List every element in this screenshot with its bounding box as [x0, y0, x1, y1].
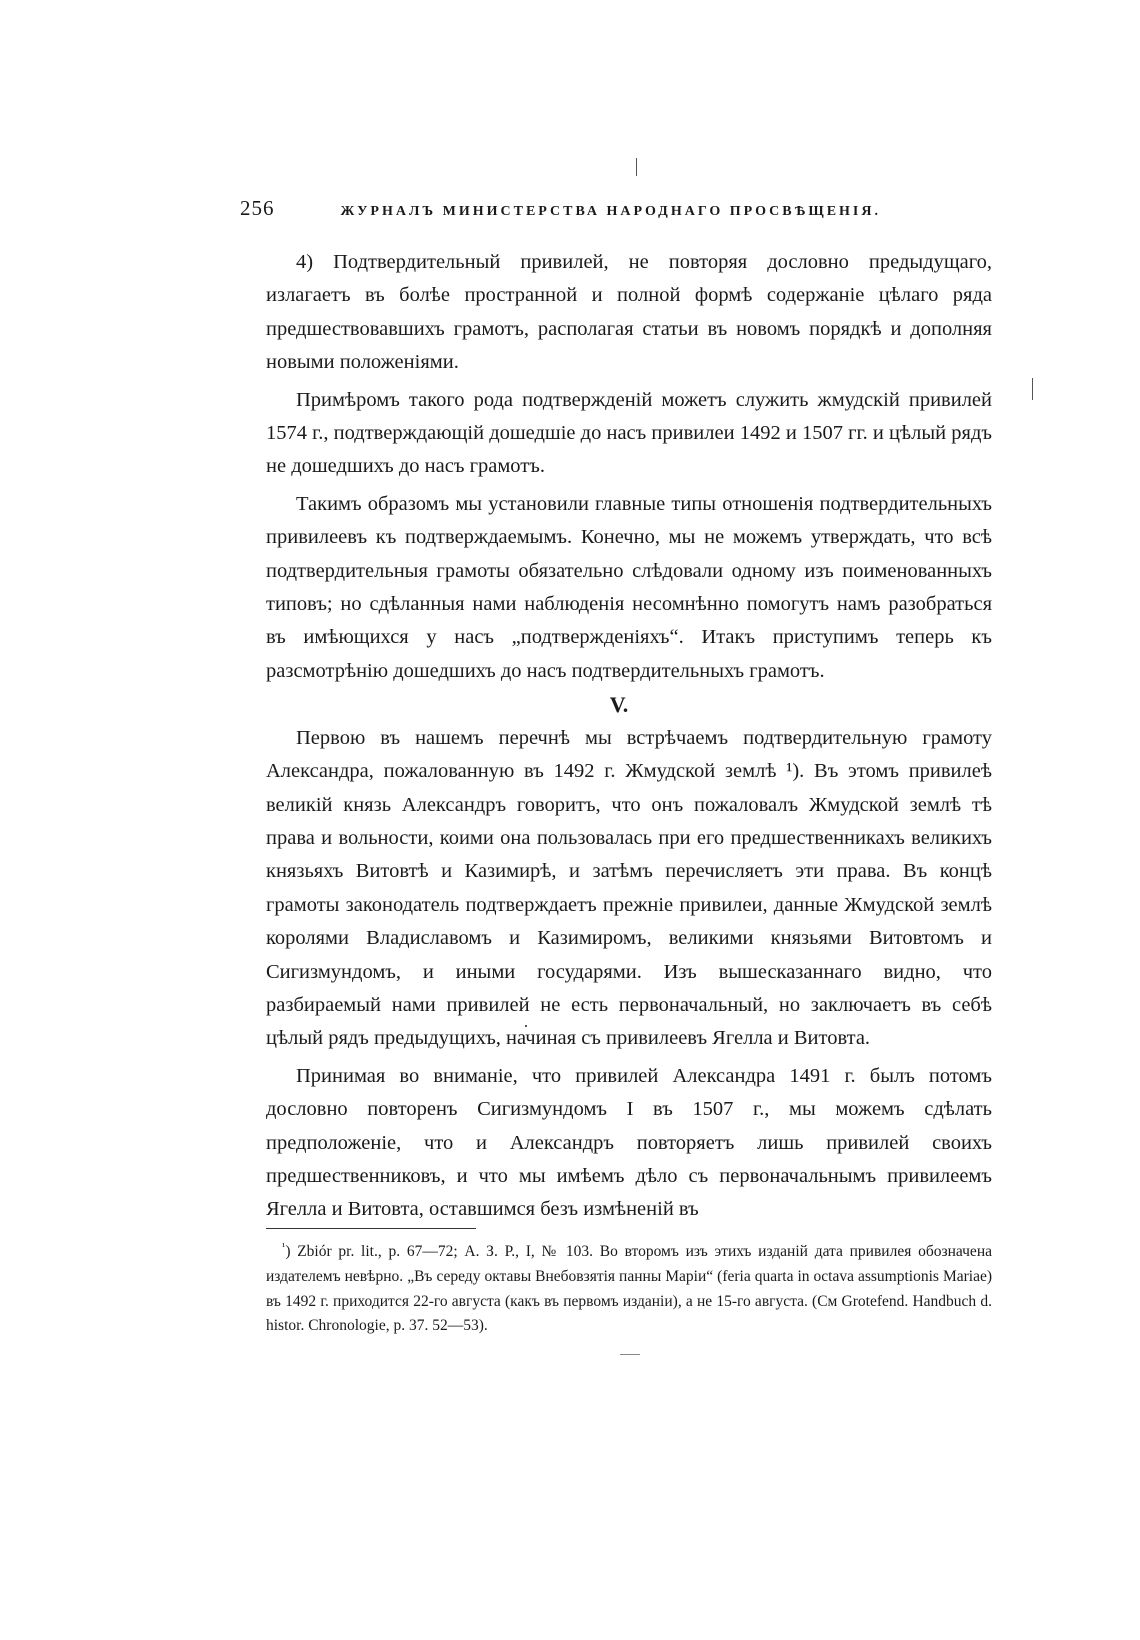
paragraph: Такимъ образомъ мы установили главные типы отношенія подтвердительныхъ привилеевъ къ подтверждаемымъ. Конечно, мы не можемъ утверждать, что всѣ подтвердительныя грамоты обязательно слѣдовали одному изъ поименованныхъ типовъ; но сдѣланныя нами наблюденія несомнѣнно помогутъ намъ разобраться въ имѣющихся у насъ „подтвержденіяхъ“. Итакъ приступимъ теперь къ разсмотрѣнію дошедшихъ до насъ подтвердительныхъ грамотъ. [266, 492, 992, 682]
paragraph: Принимая во вниманіе, что привилей Александра 1491 г. былъ потомъ дословно повторенъ Сигизмундомъ I въ 1507 г., мы можемъ сдѣлать предположеніе, что и Александръ повторяетъ лишь привилей своихъ предшественниковъ, и что мы имѣемъ дѣло съ первоначальнымъ привилеемъ Ягелла и Витовта, оставшимся безъ измѣненій въ [266, 1064, 992, 1221]
running-head: ЖУРНАЛЪ МИНИСТЕРСТВА НАРОДНАГО ПРОСВѢЩЕНІЯ. [340, 204, 881, 219]
footnote-text: ) Zbiór pr. lit., p. 67—72; А. З. Р., I, № 103. Во второмъ изъ этихъ изданій дата привилея обозначена издателемъ невѣрно. „Въ середу октавы Внебовзятія панны Маріи“ (feria quarta in octava assumptionis Mariae) въ 1492 г. приходится 22-го августа (какъ въ первомъ изданіи), а не 15-го августа. (См Grotefend. Handbuch d. histor. Chronologie, p. 37. 52—53). [266, 1243, 992, 1335]
footnote [266, 1240, 992, 1339]
body-text [266, 246, 992, 1227]
scan-mark [620, 1354, 640, 1355]
paragraph: Первою въ нашемъ перечнѣ мы встрѣчаемъ подтвердительную грамоту Александра, пожалованную въ 1492 г. Жмудской землѣ ¹). Въ этомъ привилеѣ великій князь Александръ говоритъ, что онъ пожаловалъ Жмудской землѣ тѣ права и вольности, коими она пользовалась при его предшественникахъ великихъ князьяхъ Витовтѣ и Казимирѣ, и затѣмъ перечисляетъ эти права. Въ концѣ грамоты законодатель подтверждаетъ прежніе привилеи, данные Жмудской землѣ королями Владиславомъ и Казимиромъ, великими князьями Витовтомъ и Сигизмундомъ, и иными государями. Изъ вышесказаннаго видно, что разбираемый нами привилей не есть первоначальный, но заключаетъ въ себѣ цѣлый рядъ предыдущихъ, начиная съ привилеевъ Ягелла и Витовта. [266, 726, 992, 1050]
page-header [240, 196, 881, 221]
footnote-paragraph [266, 1240, 992, 1339]
paragraph: Примѣромъ такого рода подтвержденій можетъ служить жмудскій привилей 1574 г., подтверждающій дошедшіе до насъ привилеи 1492 и 1507 гг. и цѣлый рядъ не дошедшихъ до насъ грамотъ. [266, 388, 992, 478]
footnote-marker: ¹ [282, 1240, 286, 1253]
scan-mark [636, 158, 637, 176]
paragraph: 4) Подтвердительный привилей, не повторяя дословно предыдущаго, излагаетъ въ болѣе пространной и полной формѣ содержаніе цѣлаго ряда предшествовавшихъ грамотъ, располагая статьи въ новомъ порядкѣ и дополняя новыми положеніями. [266, 251, 992, 374]
page-number: 256 [240, 196, 275, 220]
section-heading: V. [609, 692, 629, 718]
scan-mark [1032, 378, 1033, 400]
footnote-rule [266, 1228, 476, 1229]
